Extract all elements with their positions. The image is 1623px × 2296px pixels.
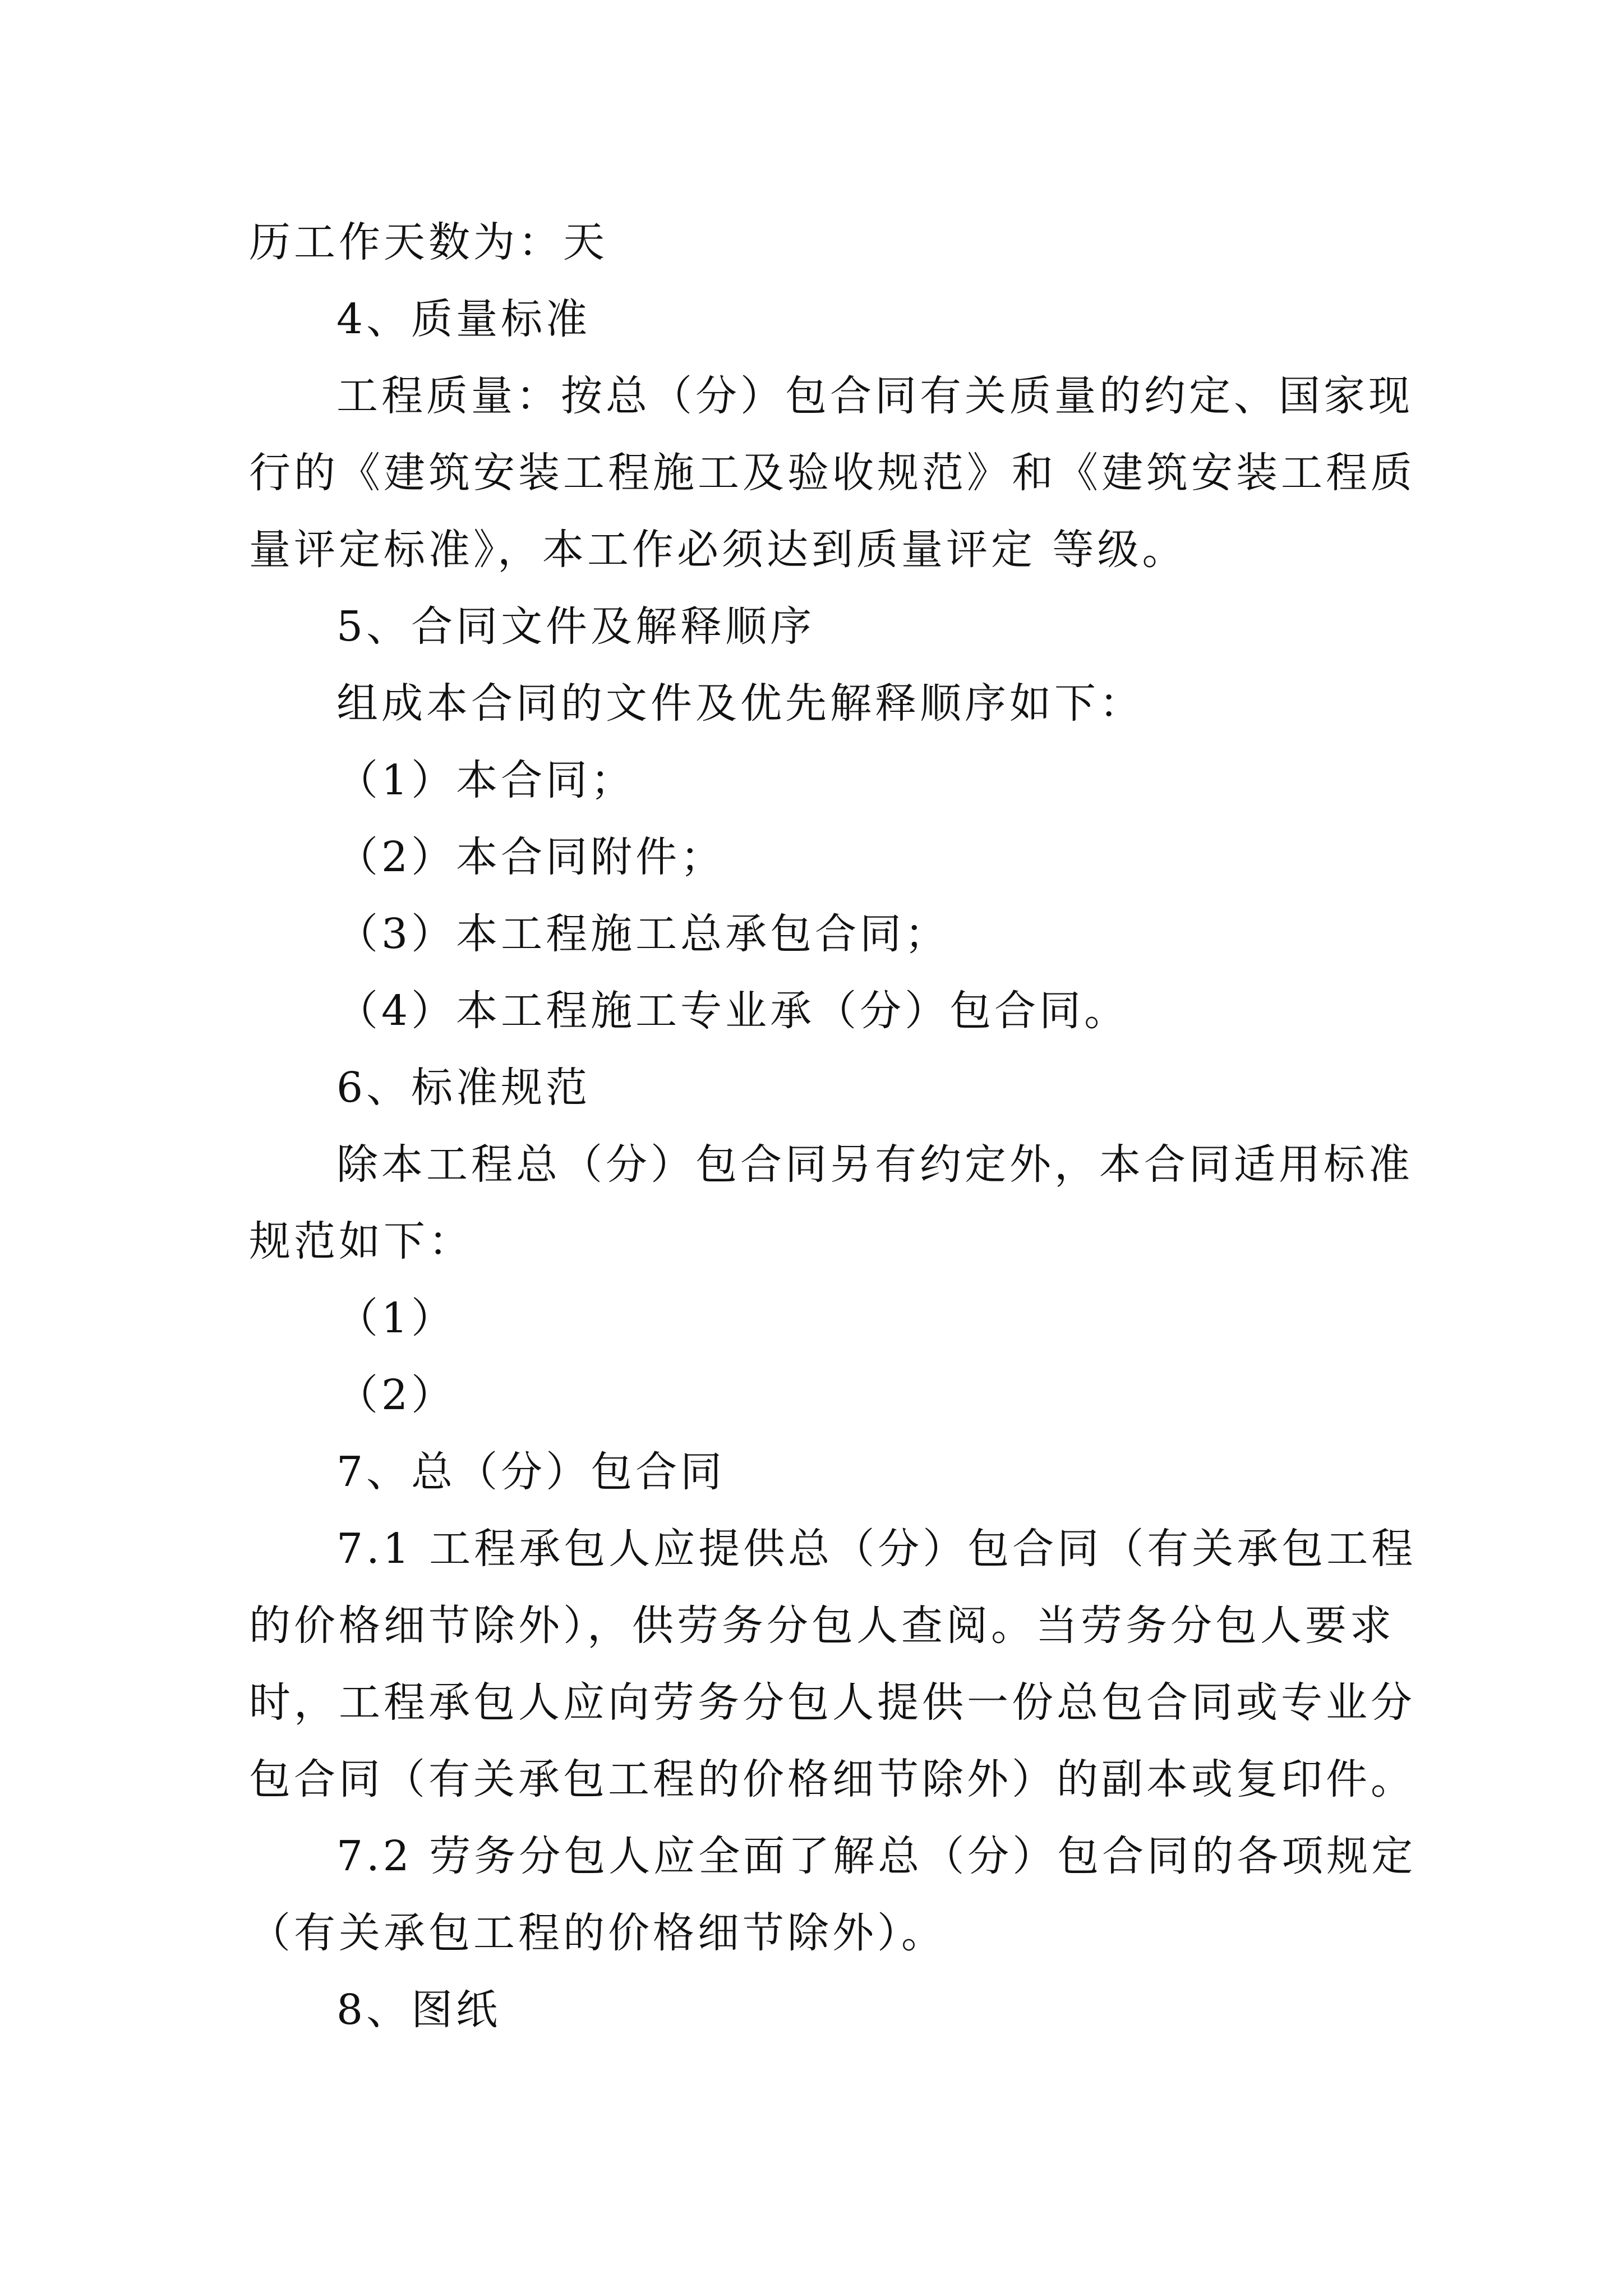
paragraph-line: 工程质量：按总（分）包合同有关质量的约定、国家现 [336,372,1413,420]
list-item: （2） [336,1371,457,1419]
paragraph-line: 7.2 劳务分包人应全面了解总（分）包合同的各项规定 [336,1832,1417,1880]
paragraph-line: 组成本合同的文件及优先解释顺序如下： [336,679,1144,728]
paragraph-line: 规范如下： [249,1217,473,1266]
paragraph-line: （有关承包工程的价格细节除外）。 [249,1909,946,1957]
section-heading-quality: 4、质量标准 [336,295,591,343]
section-heading-drawings: 8、图纸 [336,1986,501,2034]
list-item: （4）本工程施工专业承（分）包合同。 [336,987,1129,1035]
paragraph-line: 量评定标准》，本工作必须达到质量评定 等级。 [249,526,1187,574]
paragraph-line: 的价格细节除外），供劳务分包人查阅。当劳务分包人要求 [249,1602,1395,1650]
paragraph-line: 除本工程总（分）包合同另有约定外，本合同适用标准 [336,1140,1413,1189]
paragraph-line: 行的《建筑安装工程施工及验收规范》和《建筑安装工程质 [249,449,1415,497]
section-heading-standards: 6、标准规范 [336,1064,591,1112]
section-heading-general-contract: 7、总（分）包合同 [336,1448,726,1496]
list-item: （1）本合同； [336,756,636,804]
continuation-line-workdays: 历工作天数为：天 [249,218,608,266]
list-item: （2）本合同附件； [336,833,726,881]
list-item: （3）本工程施工总承包合同； [336,910,950,958]
paragraph-line: 时，工程承包人应向劳务分包人提供一份总包合同或专业分 [249,1678,1415,1727]
paragraph-line: 包合同（有关承包工程的价格细节除外）的副本或复印件。 [249,1755,1415,1803]
list-item: （1） [336,1294,457,1342]
paragraph-line: 7.1 工程承包人应提供总（分）包合同（有关承包工程 [336,1525,1417,1573]
section-heading-contract-documents: 5、合同文件及解释顺序 [336,602,815,651]
